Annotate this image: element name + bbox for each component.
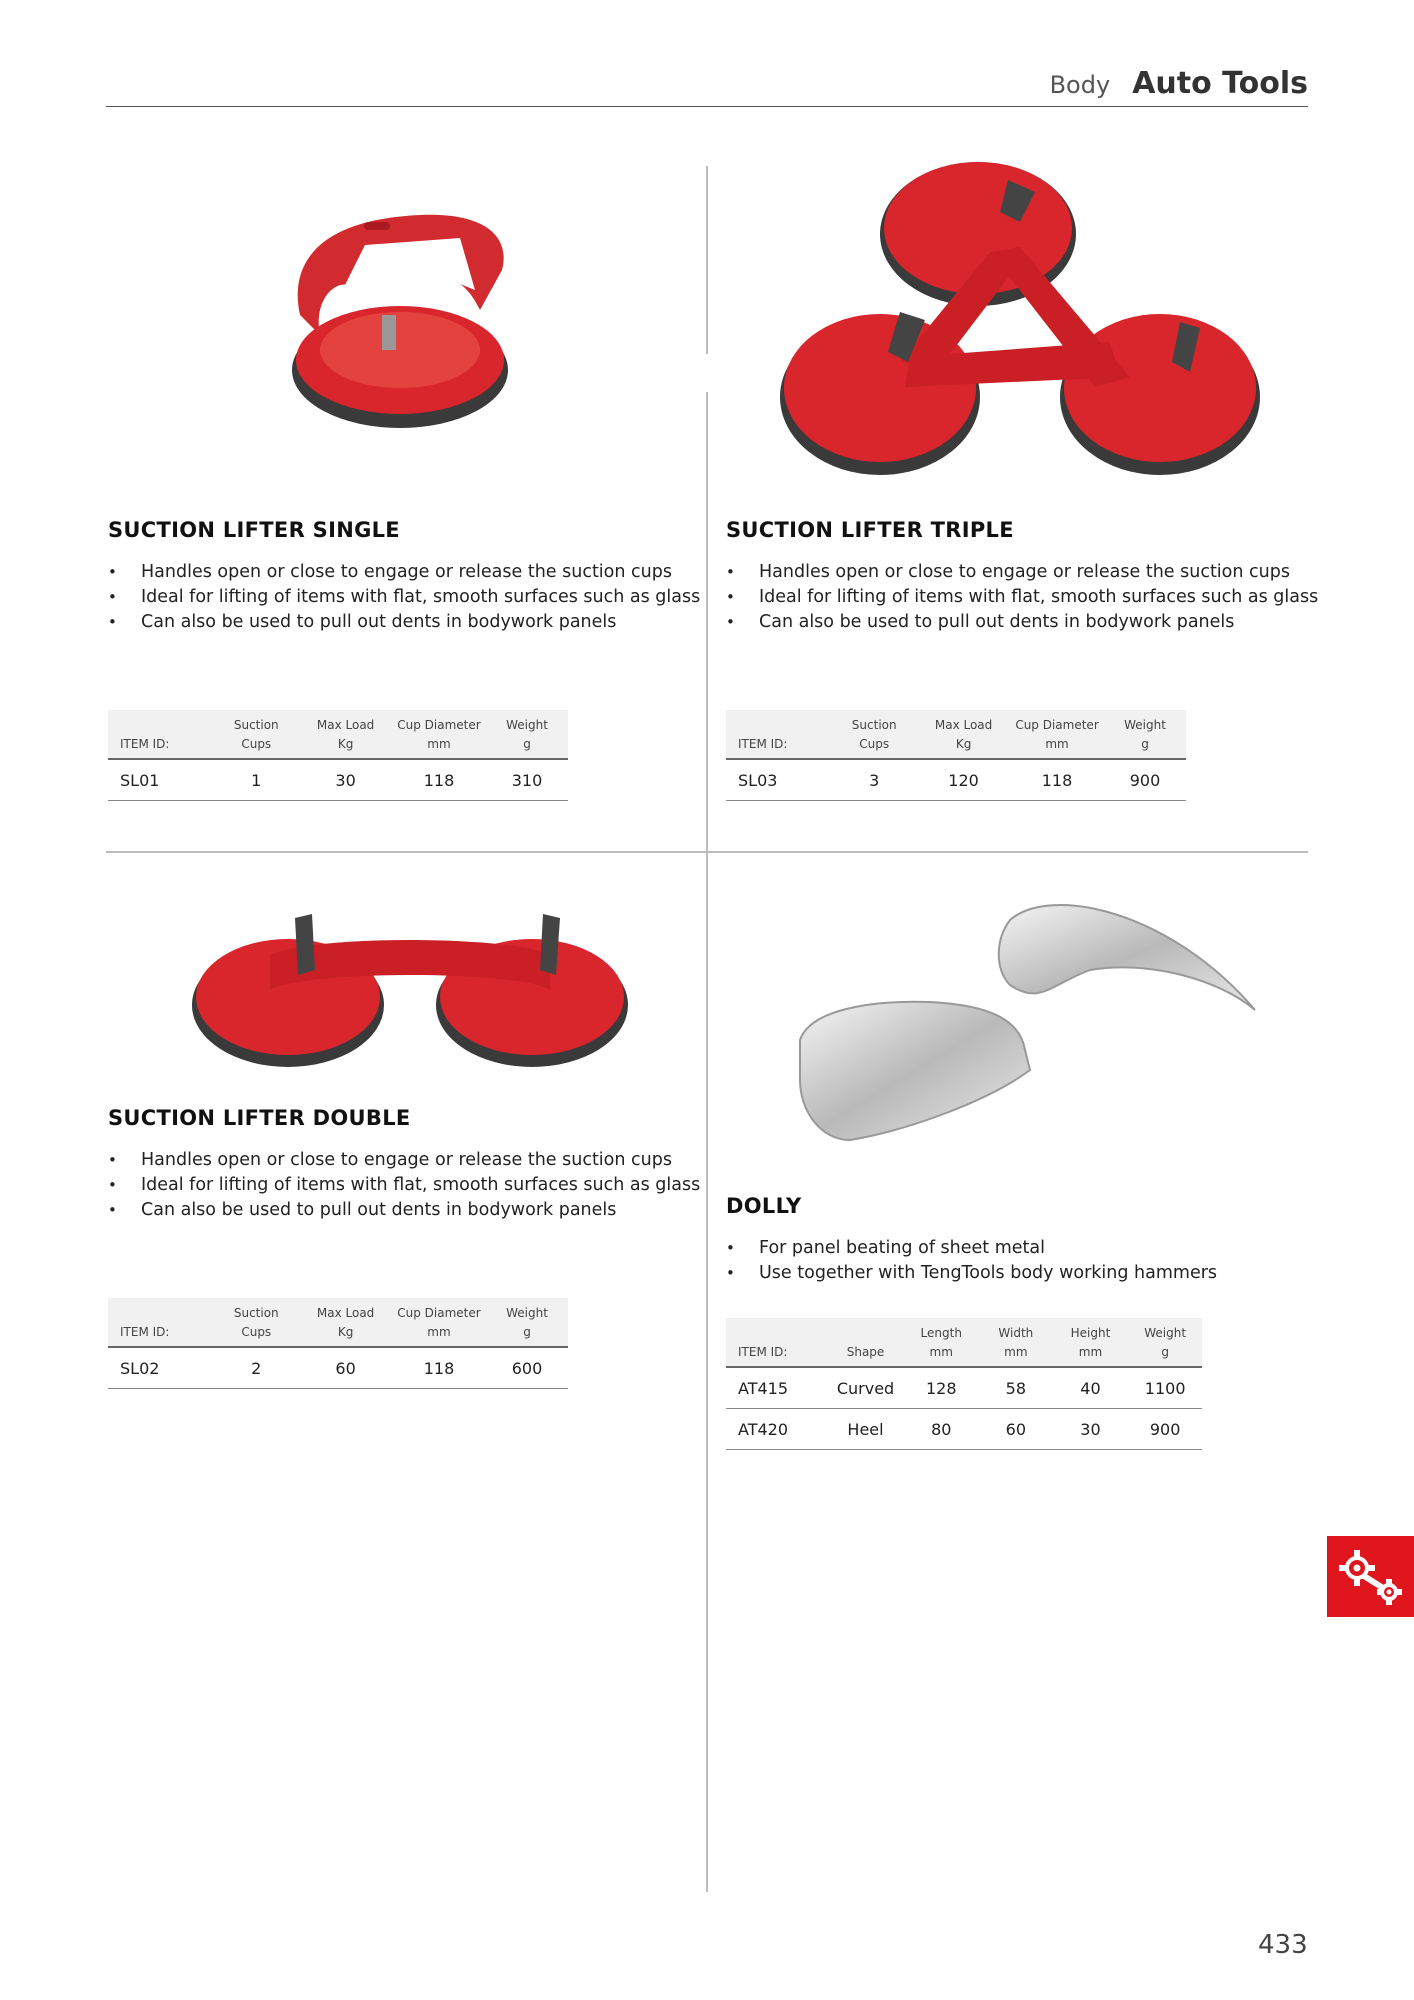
table-row [108,1347,568,1389]
column-header: Weight g [1144,1326,1187,1359]
feature-item: • Use together with TengTools body working hammers [726,1261,1319,1286]
cell: 128 [903,1367,979,1409]
cell: 60 [979,1409,1053,1450]
column-header: Weight g [506,718,548,751]
cell: 58 [979,1367,1053,1409]
cell: 600 [486,1347,568,1389]
cell-item-id: AT420 [726,1409,828,1450]
spec-table-dolly [726,1318,1202,1450]
column-header: Length mm [920,1326,962,1359]
dolly-image [790,890,1260,1160]
column-header-item-id: ITEM ID: [738,1345,788,1359]
suction-lifter-single-image [270,200,520,450]
spec-table-triple [726,710,1186,801]
column-header: Max Load Kg [316,1306,375,1339]
cell: 900 [1104,759,1186,801]
cell: Heel [828,1409,904,1450]
section-label: Body [1049,71,1111,99]
feature-item: • For panel beating of sheet metal [726,1236,1319,1261]
cell: 80 [903,1409,979,1450]
spec-table-single [108,710,568,801]
page-number: 433 [1258,1930,1308,1960]
column-header: Cup Diameter mm [397,1306,481,1339]
cell: 1100 [1128,1367,1202,1409]
feature-list [726,1236,1319,1286]
product-title: DOLLY [726,1194,802,1218]
column-divider [706,392,708,1892]
column-header: Weight g [506,1306,548,1339]
breadcrumb [1050,66,1308,101]
column-header-item-id: ITEM ID: [120,1325,170,1339]
feature-item: • Ideal for lifting of items with flat, smooth surfaces such as glass [726,585,1319,610]
row-divider [106,851,1308,853]
table-header-row [726,710,1186,759]
cell: 310 [486,759,568,801]
column-divider-top [706,166,708,354]
column-header-item-id: ITEM ID: [738,737,788,751]
cell: 2 [213,1347,299,1389]
column-header: Suction Cups [233,1306,279,1339]
feature-item: • Handles open or close to engage or release the suction cups [108,560,701,585]
feature-item: • Ideal for lifting of items with flat, smooth surfaces such as glass [108,1173,701,1198]
feature-item: • Can also be used to pull out dents in bodywork panels [108,610,701,635]
column-header: Max Load Kg [934,718,993,751]
table-row [726,1409,1202,1450]
column-header: Cup Diameter mm [1015,718,1099,751]
cell: 900 [1128,1409,1202,1450]
spec-table-double [108,1298,568,1389]
column-header: Cup Diameter mm [397,718,481,751]
column-header-item-id: ITEM ID: [120,737,170,751]
cell: 120 [917,759,1010,801]
column-header: Shape [846,1345,885,1359]
cell-item-id: SL03 [726,759,831,801]
cell-item-id: AT415 [726,1367,828,1409]
feature-item: • Can also be used to pull out dents in bodywork panels [108,1198,701,1223]
table-header-row [726,1318,1202,1367]
table-row [726,1367,1202,1409]
cell: 60 [299,1347,392,1389]
cell: 30 [299,759,392,801]
cell: 1 [213,759,299,801]
gears-icon [1327,1536,1414,1617]
column-header: Suction Cups [233,718,279,751]
cell-item-id: SL02 [108,1347,213,1389]
column-header: Weight g [1124,718,1166,751]
feature-list [726,560,1319,635]
product-suction-lifter-single [108,518,701,635]
page-header [106,62,1308,107]
product-title: SUCTION LIFTER DOUBLE [108,1106,411,1130]
column-header: Width mm [998,1326,1034,1359]
product-title: SUCTION LIFTER SINGLE [108,518,400,542]
product-title: SUCTION LIFTER TRIPLE [726,518,1014,542]
suction-lifter-triple-image [780,162,1260,482]
product-dolly [726,1194,1319,1286]
table-header-row [108,710,568,759]
cell-item-id: SL01 [108,759,213,801]
section-tab[interactable] [1327,1536,1414,1617]
column-header: Max Load Kg [316,718,375,751]
cell: 118 [1010,759,1104,801]
feature-item: • Ideal for lifting of items with flat, smooth surfaces such as glass [108,585,701,610]
cell: Curved [828,1367,904,1409]
column-header: Suction Cups [851,718,897,751]
feature-list [108,560,701,635]
table-row [726,759,1186,801]
product-suction-lifter-triple [726,518,1319,635]
cell: 118 [392,759,486,801]
feature-item: • Handles open or close to engage or release the suction cups [726,560,1319,585]
product-suction-lifter-double [108,1106,701,1223]
cell: 118 [392,1347,486,1389]
feature-item: • Can also be used to pull out dents in bodywork panels [726,610,1319,635]
category-title: Auto Tools [1132,66,1308,101]
feature-list [108,1148,701,1223]
table-row [108,759,568,801]
feature-item: • Handles open or close to engage or release the suction cups [108,1148,701,1173]
cell: 30 [1053,1409,1129,1450]
cell: 40 [1053,1367,1129,1409]
table-header-row [108,1298,568,1347]
column-header: Height mm [1070,1326,1111,1359]
suction-lifter-double-image [190,900,630,1070]
cell: 3 [831,759,917,801]
